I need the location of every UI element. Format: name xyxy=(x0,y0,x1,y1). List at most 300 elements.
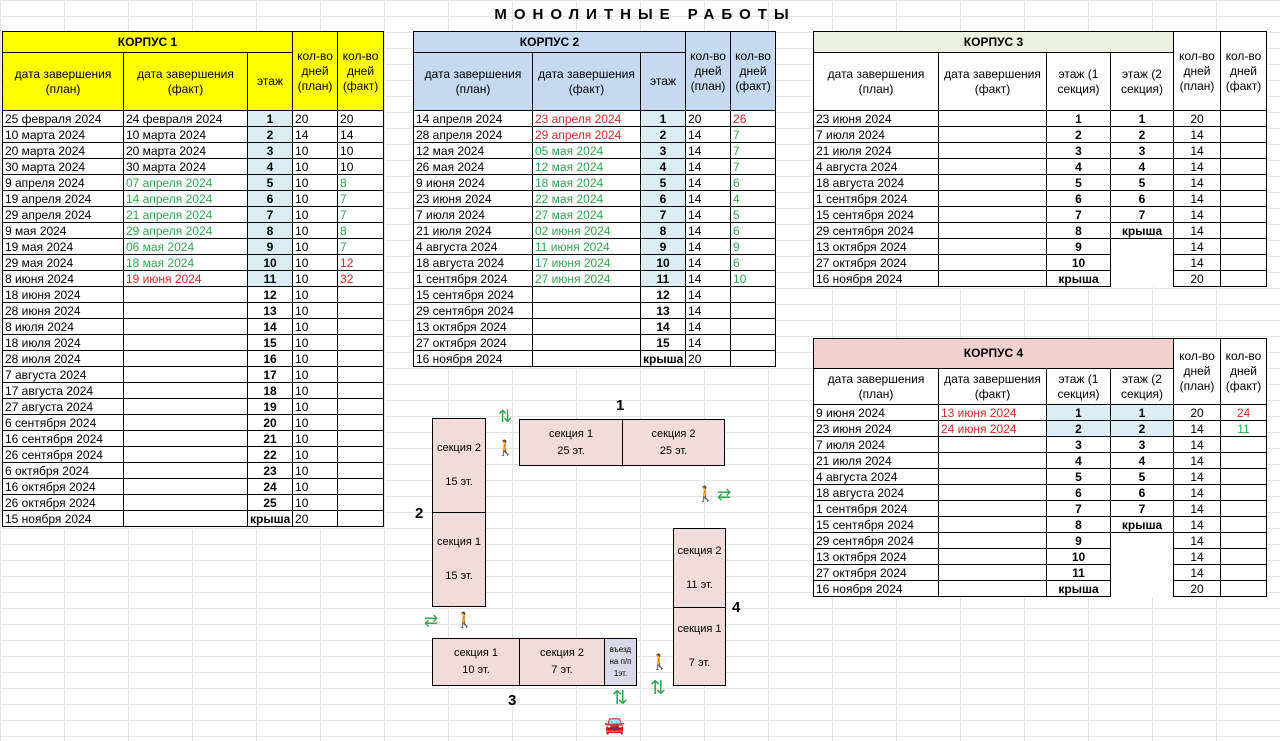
floor-cell: 25 xyxy=(248,495,293,511)
days-fact-cell: 8 xyxy=(338,175,384,191)
plan-date-cell: 18 августа 2024 xyxy=(414,255,533,271)
plan-date-cell: 27 октября 2024 xyxy=(414,335,533,351)
section-name: секция 2 xyxy=(677,544,722,557)
days-plan-cell: 14 xyxy=(686,287,731,303)
days-fact-cell xyxy=(338,287,384,303)
days-fact-cell xyxy=(338,399,384,415)
table-row xyxy=(3,495,384,511)
fact-date-cell xyxy=(124,463,248,479)
days-plan-cell: 10 xyxy=(293,463,338,479)
days-fact-cell: 4 xyxy=(731,191,776,207)
floor-cell: 5 xyxy=(248,175,293,191)
days-fact-cell xyxy=(1221,239,1267,255)
days-plan-cell: 14 xyxy=(1174,159,1221,175)
building-4-label: 4 xyxy=(732,599,741,616)
floor-cell: 18 xyxy=(248,383,293,399)
plan-date-cell: 18 июня 2024 xyxy=(3,287,124,303)
section-floors: 11 эт. xyxy=(686,578,713,591)
days-fact-cell xyxy=(731,287,776,303)
days-fact-cell xyxy=(338,319,384,335)
days-plan-cell: 10 xyxy=(293,367,338,383)
table-row xyxy=(814,271,1267,287)
table-row xyxy=(414,239,776,255)
days-plan-cell: 14 xyxy=(1174,485,1221,501)
days-fact-cell xyxy=(338,415,384,431)
days-plan-cell: 20 xyxy=(1174,271,1221,287)
days-plan-cell: 14 xyxy=(686,191,731,207)
table-row xyxy=(814,405,1267,421)
days-plan-cell: 10 xyxy=(293,399,338,415)
floor-cell: 16 xyxy=(248,351,293,367)
days-plan-header: кол-во дней (план) xyxy=(1174,339,1221,405)
days-fact-cell xyxy=(1221,453,1267,469)
table-row xyxy=(3,223,384,239)
floor-2-cell: 7 xyxy=(1111,207,1174,223)
plan-date-cell: 16 ноября 2024 xyxy=(814,271,939,287)
days-plan-cell: 14 xyxy=(1174,549,1221,565)
floor-2-cell: 6 xyxy=(1111,191,1174,207)
days-plan-cell: 10 xyxy=(293,159,338,175)
days-plan-cell: 14 xyxy=(686,303,731,319)
days-fact-cell: 7 xyxy=(731,143,776,159)
days-plan-cell: 10 xyxy=(293,383,338,399)
days-plan-header: кол-во дней (план) xyxy=(686,32,731,111)
days-plan-cell: 10 xyxy=(293,271,338,287)
floor-1-cell: 6 xyxy=(1047,191,1111,207)
plan-date-cell: 9 мая 2024 xyxy=(3,223,124,239)
plan-date-cell: 18 августа 2024 xyxy=(814,175,939,191)
fact-date-cell xyxy=(939,255,1047,271)
days-plan-cell: 10 xyxy=(293,415,338,431)
days-fact-cell xyxy=(338,351,384,367)
two-way-arrows-icon: ⇄ xyxy=(717,485,732,504)
table-row xyxy=(414,271,776,287)
fact-date-cell xyxy=(533,335,641,351)
floor-cell: 6 xyxy=(248,191,293,207)
days-fact-cell: 9 xyxy=(731,239,776,255)
days-plan-cell: 10 xyxy=(293,223,338,239)
floor-2-cell: 6 xyxy=(1111,485,1174,501)
section-floors: 7 эт. xyxy=(551,664,573,676)
days-plan-cell: 14 xyxy=(1174,421,1221,437)
days-plan-cell: 10 xyxy=(293,255,338,271)
table-row xyxy=(814,517,1267,533)
floor-cell: 6 xyxy=(641,191,686,207)
table-row xyxy=(814,143,1267,159)
fact-date-cell: 17 июня 2024 xyxy=(533,255,641,271)
plan-date-cell: 13 октября 2024 xyxy=(814,549,939,565)
table-row xyxy=(3,271,384,287)
floor-1-cell: 3 xyxy=(1047,437,1111,453)
days-plan-cell: 14 xyxy=(1174,191,1221,207)
fact-date-cell xyxy=(939,111,1047,127)
fact-date-cell xyxy=(939,485,1047,501)
days-plan-header: кол-во дней (план) xyxy=(293,32,338,111)
days-plan-cell: 10 xyxy=(293,175,338,191)
plan-date-cell: 17 августа 2024 xyxy=(3,383,124,399)
days-fact-cell: 6 xyxy=(731,223,776,239)
fact-date-cell: 18 мая 2024 xyxy=(533,175,641,191)
fact-date-cell xyxy=(124,399,248,415)
days-fact-cell: 32 xyxy=(338,271,384,287)
floor-1-cell: 8 xyxy=(1047,517,1111,533)
plan-date-cell: 20 марта 2024 xyxy=(3,143,124,159)
floor-cell: 12 xyxy=(248,287,293,303)
floor-1-cell: 7 xyxy=(1047,501,1111,517)
section-name: секция 1 xyxy=(677,623,722,635)
days-plan-cell: 14 xyxy=(1174,127,1221,143)
days-plan-cell: 14 xyxy=(686,271,731,287)
days-plan-cell: 14 xyxy=(686,223,731,239)
floor-1-cell: 6 xyxy=(1047,485,1111,501)
table-row xyxy=(814,191,1267,207)
days-plan-cell: 14 xyxy=(686,143,731,159)
plan-date-cell: 29 мая 2024 xyxy=(3,255,124,271)
days-plan-cell: 10 xyxy=(293,351,338,367)
fact-date-cell: 29 апреля 2024 xyxy=(533,127,641,143)
table-row xyxy=(3,431,384,447)
floor-2-cell xyxy=(1111,255,1174,271)
days-plan-cell: 14 xyxy=(686,175,731,191)
table-row xyxy=(814,127,1267,143)
floor-cell: 24 xyxy=(248,479,293,495)
days-fact-cell xyxy=(338,495,384,511)
days-fact-header: кол-во дней (факт) xyxy=(1221,339,1267,405)
days-plan-cell: 10 xyxy=(293,335,338,351)
fact-date-cell xyxy=(124,383,248,399)
fact-date-cell: 29 апреля 2024 xyxy=(124,223,248,239)
plan-date-cell: 4 августа 2024 xyxy=(414,239,533,255)
korpus-1-rows xyxy=(3,111,384,527)
fact-date-cell xyxy=(124,431,248,447)
days-fact-header: кол-во дней (факт) xyxy=(1221,32,1267,111)
days-fact-cell: 26 xyxy=(731,111,776,127)
days-plan-cell: 14 xyxy=(1174,517,1221,533)
plan-date-cell: 18 июля 2024 xyxy=(3,335,124,351)
days-fact-cell xyxy=(731,351,776,367)
section-name: секция 1 xyxy=(453,647,498,659)
table-row xyxy=(814,437,1267,453)
plan-date-cell: 29 апреля 2024 xyxy=(3,207,124,223)
floor-2-cell: 3 xyxy=(1111,143,1174,159)
fact-date-cell: 06 мая 2024 xyxy=(124,239,248,255)
table-row xyxy=(3,319,384,335)
pedestrian-icon: 🚶 xyxy=(455,612,474,629)
days-fact-cell: 7 xyxy=(731,159,776,175)
plan-date-cell: 13 октября 2024 xyxy=(814,239,939,255)
fact-date-cell: 24 июня 2024 xyxy=(939,421,1047,437)
table-row xyxy=(3,143,384,159)
floor-1-cell: 1 xyxy=(1047,111,1111,127)
floor-cell: крыша xyxy=(641,351,686,367)
plan-date-cell: 7 июля 2024 xyxy=(814,127,939,143)
plan-date-cell: 23 июня 2024 xyxy=(814,111,939,127)
korpus-2-table xyxy=(413,31,776,367)
days-fact-header: кол-во дней (факт) xyxy=(731,32,776,111)
plan-date-cell: 8 июня 2024 xyxy=(3,271,124,287)
floor-cell: 9 xyxy=(248,239,293,255)
plan-date-cell: 30 марта 2024 xyxy=(3,159,124,175)
fact-date-cell: 27 мая 2024 xyxy=(533,207,641,223)
building-4-section-1 xyxy=(673,607,726,686)
korpus-4-title: КОРПУС 4 xyxy=(814,339,1174,369)
floor-cell: 22 xyxy=(248,447,293,463)
floor-1-cell: 9 xyxy=(1047,533,1111,549)
plan-date-cell: 9 июня 2024 xyxy=(414,175,533,191)
days-fact-cell xyxy=(338,479,384,495)
floor-cell: 8 xyxy=(641,223,686,239)
table-row xyxy=(814,223,1267,239)
floor-cell: 10 xyxy=(248,255,293,271)
floor-cell: 10 xyxy=(641,255,686,271)
plan-date-cell: 15 ноября 2024 xyxy=(3,511,124,527)
days-plan-cell: 14 xyxy=(1174,239,1221,255)
floor-2-cell: 7 xyxy=(1111,501,1174,517)
table-row xyxy=(3,239,384,255)
pedestrian-icon: 🚶 xyxy=(696,486,715,503)
plan-date-cell: 9 июня 2024 xyxy=(814,405,939,421)
fact-date-cell xyxy=(124,351,248,367)
floor-1-cell: 5 xyxy=(1047,469,1111,485)
days-plan-cell: 14 xyxy=(1174,255,1221,271)
fact-date-cell: 14 апреля 2024 xyxy=(124,191,248,207)
pedestrian-icon: 🚶 xyxy=(650,654,669,671)
table-row xyxy=(414,335,776,351)
days-fact-cell: 7 xyxy=(338,191,384,207)
car-icon: 🚘 xyxy=(604,716,626,735)
fact-date-cell: 12 мая 2024 xyxy=(533,159,641,175)
fact-date-cell: 18 мая 2024 xyxy=(124,255,248,271)
floor-2-cell: 1 xyxy=(1111,405,1174,421)
table-row xyxy=(814,255,1267,271)
days-plan-cell: 20 xyxy=(293,511,338,527)
fact-date-cell xyxy=(939,533,1047,549)
korpus-2-rows xyxy=(414,111,776,367)
fact-date-cell: 05 мая 2024 xyxy=(533,143,641,159)
days-fact-cell xyxy=(338,431,384,447)
days-fact-cell: 12 xyxy=(338,255,384,271)
table-row xyxy=(414,111,776,127)
days-fact-cell xyxy=(1221,581,1267,597)
section-floors: 25 эт. xyxy=(557,444,585,457)
plan-date-header: дата завершения (план) xyxy=(814,369,939,405)
korpus-4-table xyxy=(813,338,1267,597)
days-fact-cell: 24 xyxy=(1221,405,1267,421)
building-3-section-2 xyxy=(519,638,605,686)
section-floors: 25 эт. xyxy=(659,444,688,457)
days-fact-cell: 10 xyxy=(338,159,384,175)
floor-cell: 3 xyxy=(248,143,293,159)
days-plan-cell: 14 xyxy=(686,239,731,255)
floor-2-cell: 2 xyxy=(1111,127,1174,143)
days-plan-cell: 10 xyxy=(293,191,338,207)
days-plan-cell: 20 xyxy=(1174,111,1221,127)
days-plan-cell: 14 xyxy=(1174,175,1221,191)
days-plan-cell: 14 xyxy=(293,127,338,143)
floor-1-header: этаж (1 секция) xyxy=(1047,369,1111,405)
days-plan-cell: 14 xyxy=(1174,223,1221,239)
table-row xyxy=(3,367,384,383)
table-row xyxy=(414,207,776,223)
section-floors: 7 эт. xyxy=(688,657,711,669)
table-row xyxy=(414,351,776,367)
days-plan-cell: 14 xyxy=(686,159,731,175)
floor-1-cell: 10 xyxy=(1047,255,1111,271)
floor-2-cell: крыша xyxy=(1111,517,1174,533)
days-plan-cell: 20 xyxy=(686,111,731,127)
table-row xyxy=(814,501,1267,517)
days-plan-cell: 10 xyxy=(293,447,338,463)
fact-date-cell xyxy=(939,175,1047,191)
plan-date-cell: 4 августа 2024 xyxy=(814,469,939,485)
days-plan-cell: 10 xyxy=(293,303,338,319)
floor-1-header: этаж (1 секция) xyxy=(1047,53,1111,111)
section-name: секция 1 xyxy=(548,427,593,440)
section-floors: 10 эт. xyxy=(462,664,490,676)
days-fact-cell: 5 xyxy=(731,207,776,223)
floor-cell: 4 xyxy=(641,159,686,175)
floor-cell: 21 xyxy=(248,431,293,447)
floor-2-cell: 4 xyxy=(1111,453,1174,469)
section-name: секция 2 xyxy=(539,647,584,659)
floor-cell: 1 xyxy=(248,111,293,127)
days-fact-cell xyxy=(731,335,776,351)
plan-date-cell: 7 июля 2024 xyxy=(414,207,533,223)
table-row xyxy=(814,549,1267,565)
floor-1-cell: 7 xyxy=(1047,207,1111,223)
plan-date-cell: 6 октября 2024 xyxy=(3,463,124,479)
plan-date-cell: 25 февраля 2024 xyxy=(3,111,124,127)
building-2-section-2 xyxy=(432,418,486,513)
table-row xyxy=(3,415,384,431)
days-plan-cell: 14 xyxy=(686,127,731,143)
plan-date-cell: 19 апреля 2024 xyxy=(3,191,124,207)
floor-cell: 14 xyxy=(248,319,293,335)
table-row xyxy=(3,335,384,351)
days-fact-cell xyxy=(1221,255,1267,271)
days-plan-cell: 14 xyxy=(1174,143,1221,159)
plan-date-cell: 23 июня 2024 xyxy=(414,191,533,207)
fact-date-cell xyxy=(939,159,1047,175)
days-fact-cell xyxy=(1221,485,1267,501)
plan-date-cell: 7 июля 2024 xyxy=(814,437,939,453)
fact-date-header: дата завершения (факт) xyxy=(939,53,1047,111)
days-plan-cell: 10 xyxy=(293,431,338,447)
days-plan-cell: 14 xyxy=(1174,501,1221,517)
table-row xyxy=(3,191,384,207)
korpus-3-title: КОРПУС 3 xyxy=(814,32,1174,53)
plan-date-header: дата завершения (план) xyxy=(414,53,533,111)
days-plan-cell: 14 xyxy=(686,207,731,223)
table-row xyxy=(3,175,384,191)
floor-2-cell: 1 xyxy=(1111,111,1174,127)
days-plan-cell: 14 xyxy=(686,319,731,335)
building-4-section-2 xyxy=(673,528,726,608)
floor-1-cell: 1 xyxy=(1047,405,1111,421)
section-floors: 15 эт. xyxy=(445,570,473,582)
plan-date-cell: 15 сентября 2024 xyxy=(414,287,533,303)
fact-date-header: дата завершения (факт) xyxy=(533,53,641,111)
plan-date-cell: 23 июня 2024 xyxy=(814,421,939,437)
floor-cell: 2 xyxy=(641,127,686,143)
fact-date-cell: 10 марта 2024 xyxy=(124,127,248,143)
table-row xyxy=(3,447,384,463)
days-fact-cell xyxy=(1221,143,1267,159)
days-plan-cell: 14 xyxy=(686,335,731,351)
days-plan-cell: 10 xyxy=(293,319,338,335)
days-fact-cell xyxy=(1221,207,1267,223)
floor-cell: 7 xyxy=(641,207,686,223)
days-fact-cell xyxy=(338,303,384,319)
pedestrian-icon: 🚶 xyxy=(496,440,515,457)
plan-date-cell: 27 октября 2024 xyxy=(814,565,939,581)
days-plan-cell: 10 xyxy=(293,207,338,223)
plan-date-cell: 1 сентября 2024 xyxy=(814,191,939,207)
days-plan-cell: 14 xyxy=(1174,565,1221,581)
floor-1-cell: 5 xyxy=(1047,175,1111,191)
days-plan-header: кол-во дней (план) xyxy=(1174,32,1221,111)
fact-date-cell xyxy=(939,453,1047,469)
plan-date-cell: 15 сентября 2024 xyxy=(814,517,939,533)
korpus-4-rows xyxy=(814,405,1267,597)
korpus-1-table xyxy=(2,31,384,527)
fact-date-cell: 19 июня 2024 xyxy=(124,271,248,287)
days-fact-cell xyxy=(1221,127,1267,143)
plan-date-cell: 16 сентября 2024 xyxy=(3,431,124,447)
fact-date-cell: 22 мая 2024 xyxy=(533,191,641,207)
days-fact-cell xyxy=(1221,533,1267,549)
days-fact-cell xyxy=(1221,271,1267,287)
table-row xyxy=(3,159,384,175)
days-fact-cell xyxy=(1221,501,1267,517)
table-row xyxy=(3,207,384,223)
floor-cell: 14 xyxy=(641,319,686,335)
days-fact-cell: 10 xyxy=(731,271,776,287)
building-2-label: 2 xyxy=(415,505,424,522)
floor-cell: 12 xyxy=(641,287,686,303)
fact-date-cell: 23 апреля 2024 xyxy=(533,111,641,127)
days-plan-cell: 10 xyxy=(293,479,338,495)
floor-1-cell: 4 xyxy=(1047,453,1111,469)
days-fact-cell xyxy=(731,319,776,335)
page-title: МОНОЛИТНЫЕ РАБОТЫ xyxy=(494,6,796,23)
table-row xyxy=(814,453,1267,469)
fact-date-cell xyxy=(939,127,1047,143)
plan-date-cell: 27 августа 2024 xyxy=(3,399,124,415)
floor-cell: 8 xyxy=(248,223,293,239)
table-row xyxy=(414,223,776,239)
section-name: секция 1 xyxy=(436,536,481,548)
days-fact-cell xyxy=(338,447,384,463)
days-plan-cell: 14 xyxy=(1174,453,1221,469)
days-plan-cell: 10 xyxy=(293,495,338,511)
floor-cell: 17 xyxy=(248,367,293,383)
days-plan-cell: 10 xyxy=(293,287,338,303)
two-way-arrows-icon: ⇅ xyxy=(498,407,513,426)
fact-date-cell xyxy=(533,287,641,303)
table-row xyxy=(414,127,776,143)
plan-date-cell: 29 сентября 2024 xyxy=(814,533,939,549)
days-plan-cell: 14 xyxy=(1174,437,1221,453)
days-fact-cell xyxy=(731,303,776,319)
floor-cell: 15 xyxy=(248,335,293,351)
fact-date-cell xyxy=(939,271,1047,287)
plan-date-cell: 21 июля 2024 xyxy=(814,453,939,469)
fact-date-cell: 27 июня 2024 xyxy=(533,271,641,287)
floor-1-cell: 2 xyxy=(1047,127,1111,143)
plan-date-cell: 21 июля 2024 xyxy=(414,223,533,239)
table-row xyxy=(414,175,776,191)
